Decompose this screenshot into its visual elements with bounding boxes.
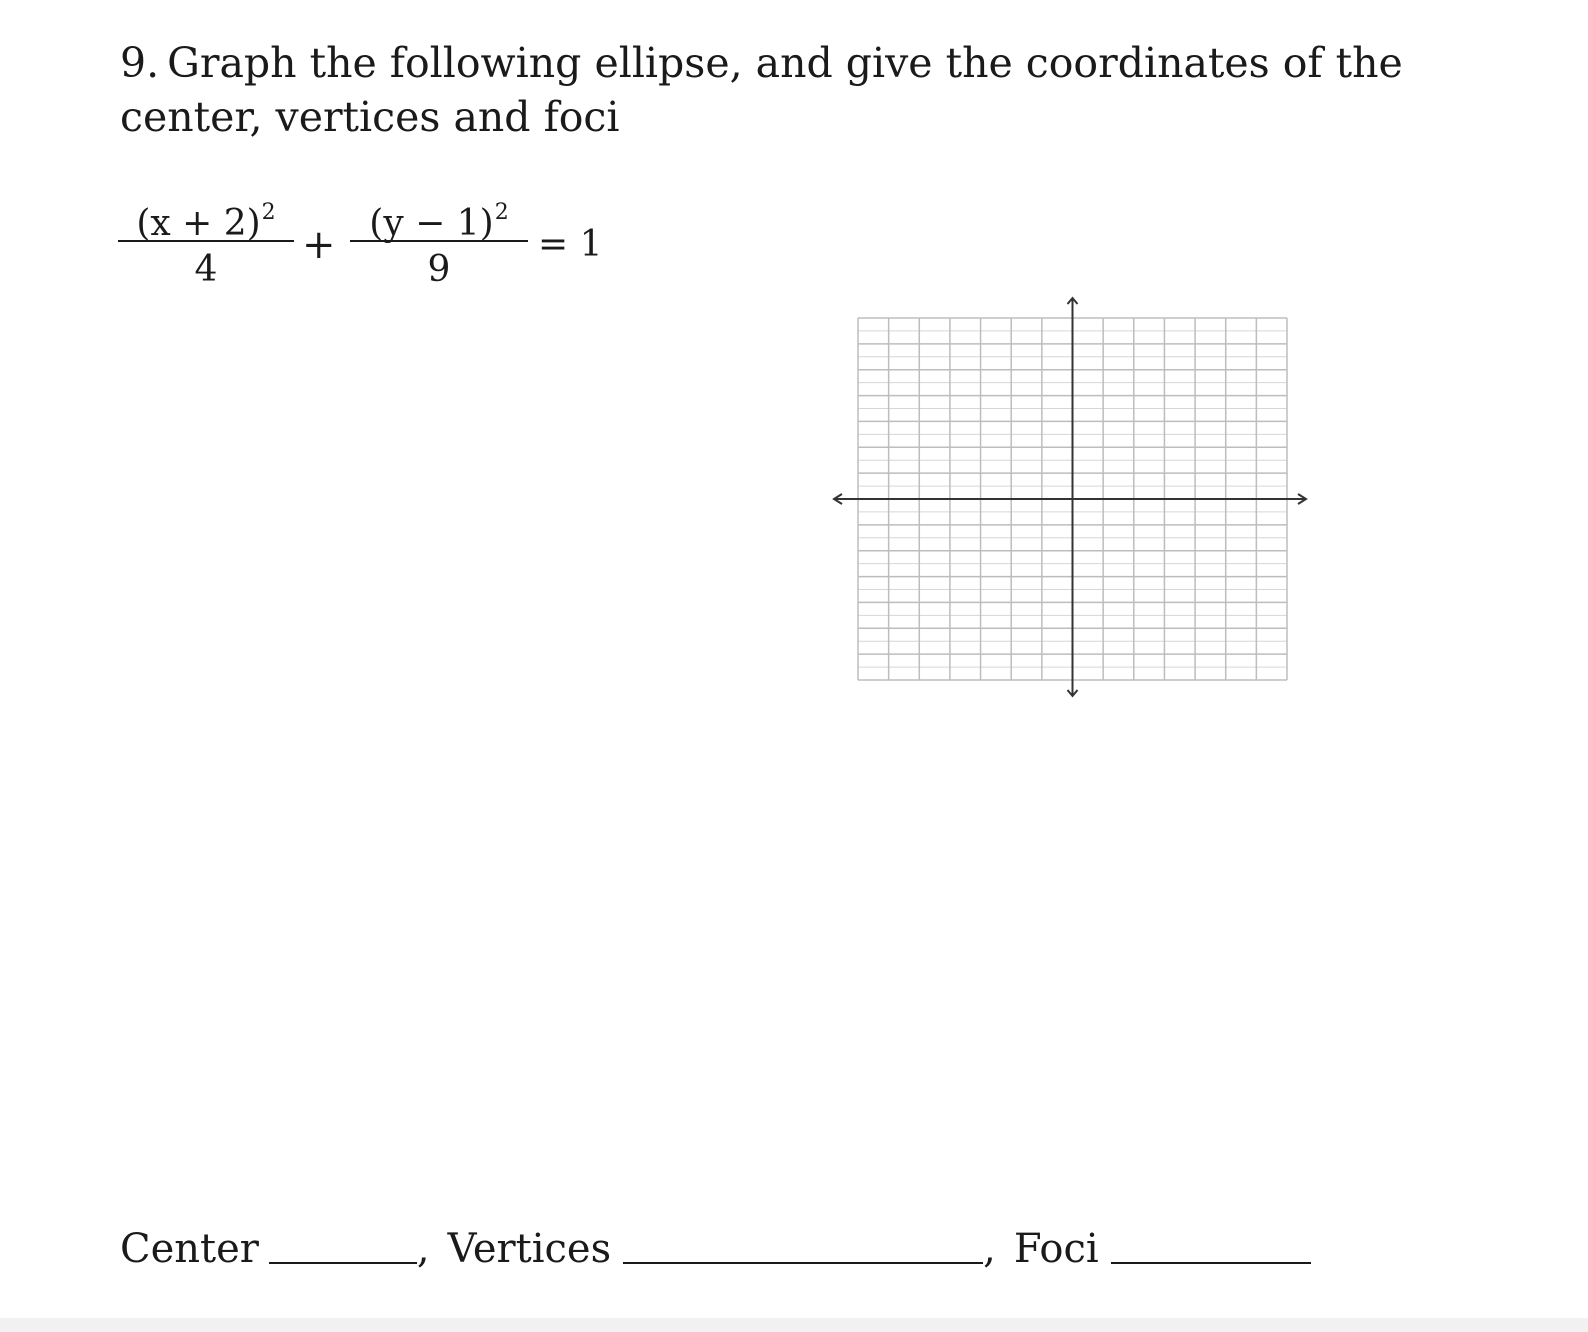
y-term-denominator: 9 [427, 249, 451, 290]
equals-one: = 1 [538, 224, 603, 265]
question-number: 9. [120, 39, 160, 87]
fraction-x-term [118, 186, 294, 296]
question-text [120, 36, 1460, 144]
x-term-exponent: 2 [261, 200, 276, 225]
center-answer-blank[interactable] [269, 1226, 417, 1264]
separator-comma: , [983, 1226, 996, 1272]
vertices-answer-blank[interactable] [623, 1226, 983, 1264]
y-term-base: (y − 1) [369, 203, 494, 244]
x-term-denominator: 4 [194, 249, 218, 290]
question-prompt: Graph the following ellipse, and give the coordinates of the center, vertices and foci [120, 39, 1403, 141]
vertices-label: Vertices [447, 1226, 612, 1272]
center-label: Center [120, 1226, 259, 1272]
foci-answer-blank[interactable] [1111, 1226, 1311, 1264]
x-term-base: (x + 2) [136, 203, 261, 244]
y-axis [1068, 298, 1078, 696]
foci-label: Foci [1013, 1226, 1099, 1272]
y-term-exponent: 2 [494, 200, 509, 225]
answer-line [120, 1226, 1311, 1282]
separator-comma: , [416, 1226, 430, 1272]
coordinate-grid[interactable] [826, 294, 1314, 700]
x-axis [834, 494, 1306, 504]
y-term-numerator [350, 186, 528, 244]
x-term-numerator [118, 186, 294, 244]
plus-sign: + [302, 222, 336, 268]
page-bottom-edge [0, 1318, 1588, 1332]
fraction-y-term [350, 186, 528, 296]
